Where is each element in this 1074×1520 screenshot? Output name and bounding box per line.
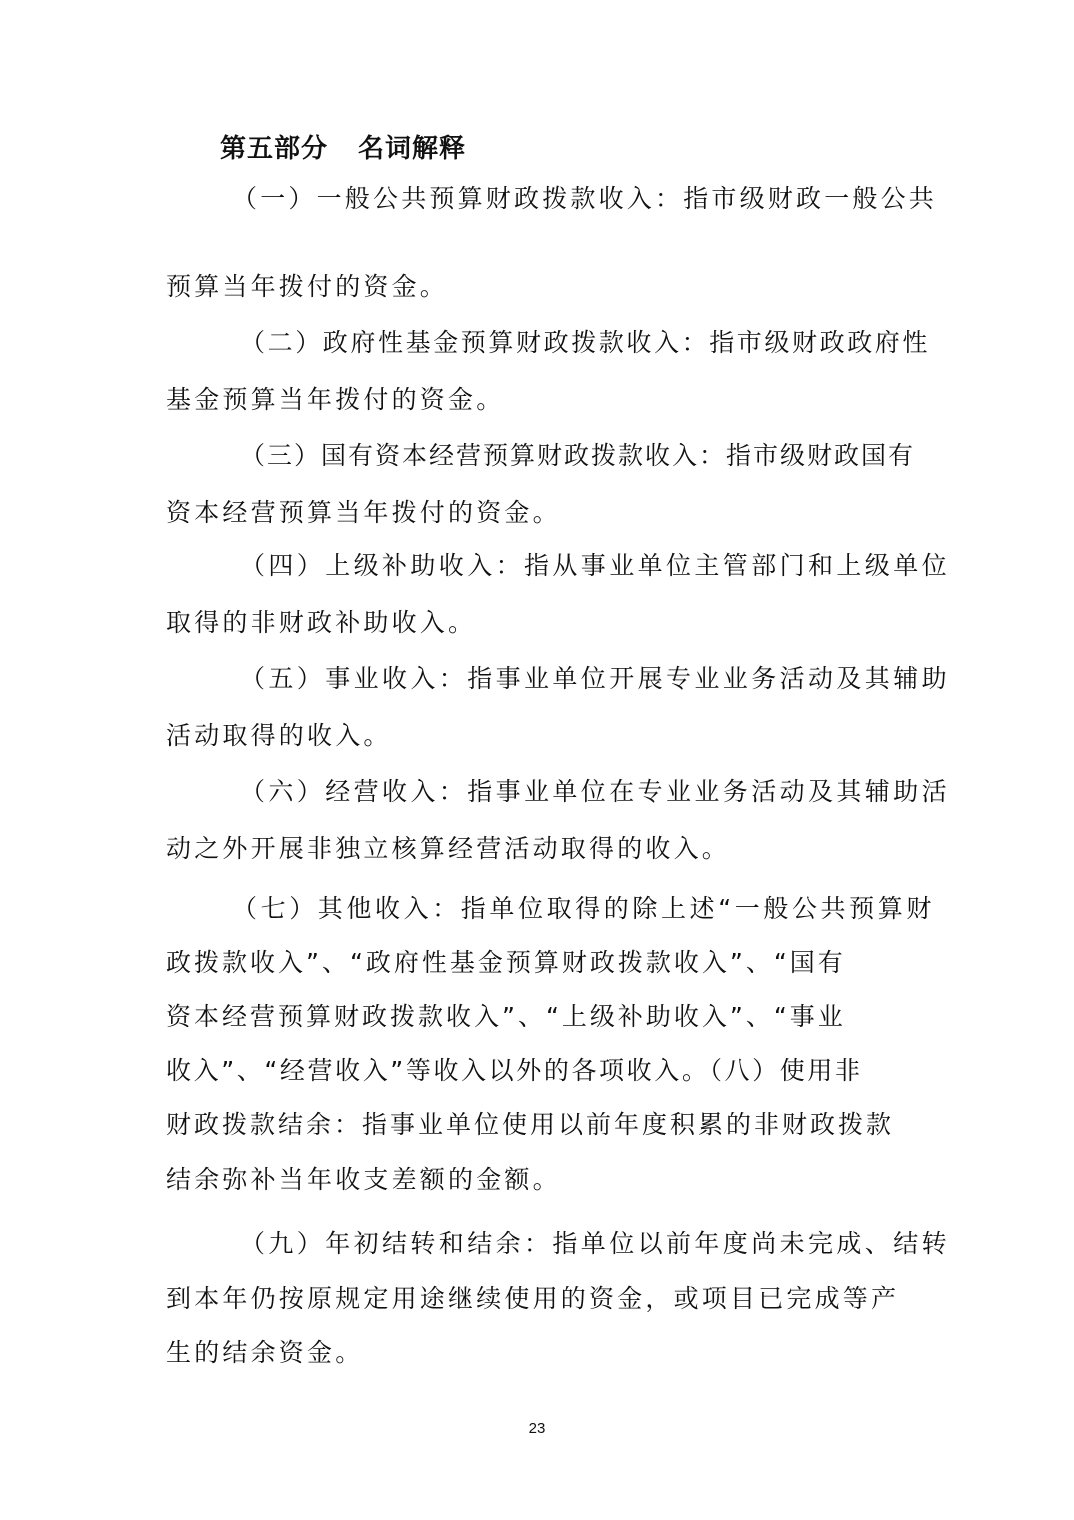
paragraph-line: （二）政府性基金预算财政拨款收入：指市级财政政府性 xyxy=(240,328,931,357)
paragraph-line: 结余弥补当年收支差额的金额。 xyxy=(166,1165,561,1194)
paragraph-line: 资本经营预算财政拨款收入”、“上级补助收入”、“事业 xyxy=(166,1002,846,1031)
page-number: 23 xyxy=(528,1420,546,1437)
paragraph-line: 到本年仍按原规定用途继续使用的资金，或项目已完成等产 xyxy=(166,1284,900,1313)
paragraph-line: （一）一般公共预算财政拨款收入：指市级财政一般公共 xyxy=(232,184,938,213)
paragraph-line: （五）事业收入：指事业单位开展专业业务活动及其辅助 xyxy=(240,664,951,693)
paragraph-line: （三）国有资本经营预算财政拨款收入：指市级财政国有 xyxy=(240,441,916,470)
heading-title: 名词解释 xyxy=(358,134,467,164)
paragraph-line: 动之外开展非独立核算经营活动取得的收入。 xyxy=(166,834,731,863)
heading-part: 第五部分 xyxy=(220,134,329,164)
paragraph-line: （六）经营收入：指事业单位在专业业务活动及其辅助活 xyxy=(240,777,951,806)
paragraph-line: 活动取得的收入。 xyxy=(166,721,392,750)
paragraph-line: 财政拨款结余：指事业单位使用以前年度积累的非财政拨款 xyxy=(166,1110,895,1139)
paragraph-line: 预算当年拨付的资金。 xyxy=(166,272,449,301)
paragraph-line: 取得的非财政补助收入。 xyxy=(166,608,477,637)
paragraph-line: 生的结余资金。 xyxy=(166,1338,364,1367)
paragraph-line: 基金预算当年拨付的资金。 xyxy=(166,385,505,414)
paragraph-line: （九）年初结转和结余：指单位以前年度尚未完成、结转 xyxy=(240,1229,951,1258)
paragraph-line: （四）上级补助收入：指从事业单位主管部门和上级单位 xyxy=(240,551,951,580)
paragraph-line: 资本经营预算当年拨付的资金。 xyxy=(166,498,561,527)
paragraph-line: 政拨款收入”、“政府性基金预算财政拨款收入”、“国有 xyxy=(166,948,846,977)
section-heading xyxy=(220,128,466,165)
paragraph-line: （七）其他收入：指单位取得的除上述“一般公共预算财 xyxy=(232,894,935,923)
paragraph-line: 收入”、“经营收入”等收入以外的各项收入。（八）使用非 xyxy=(166,1056,863,1085)
